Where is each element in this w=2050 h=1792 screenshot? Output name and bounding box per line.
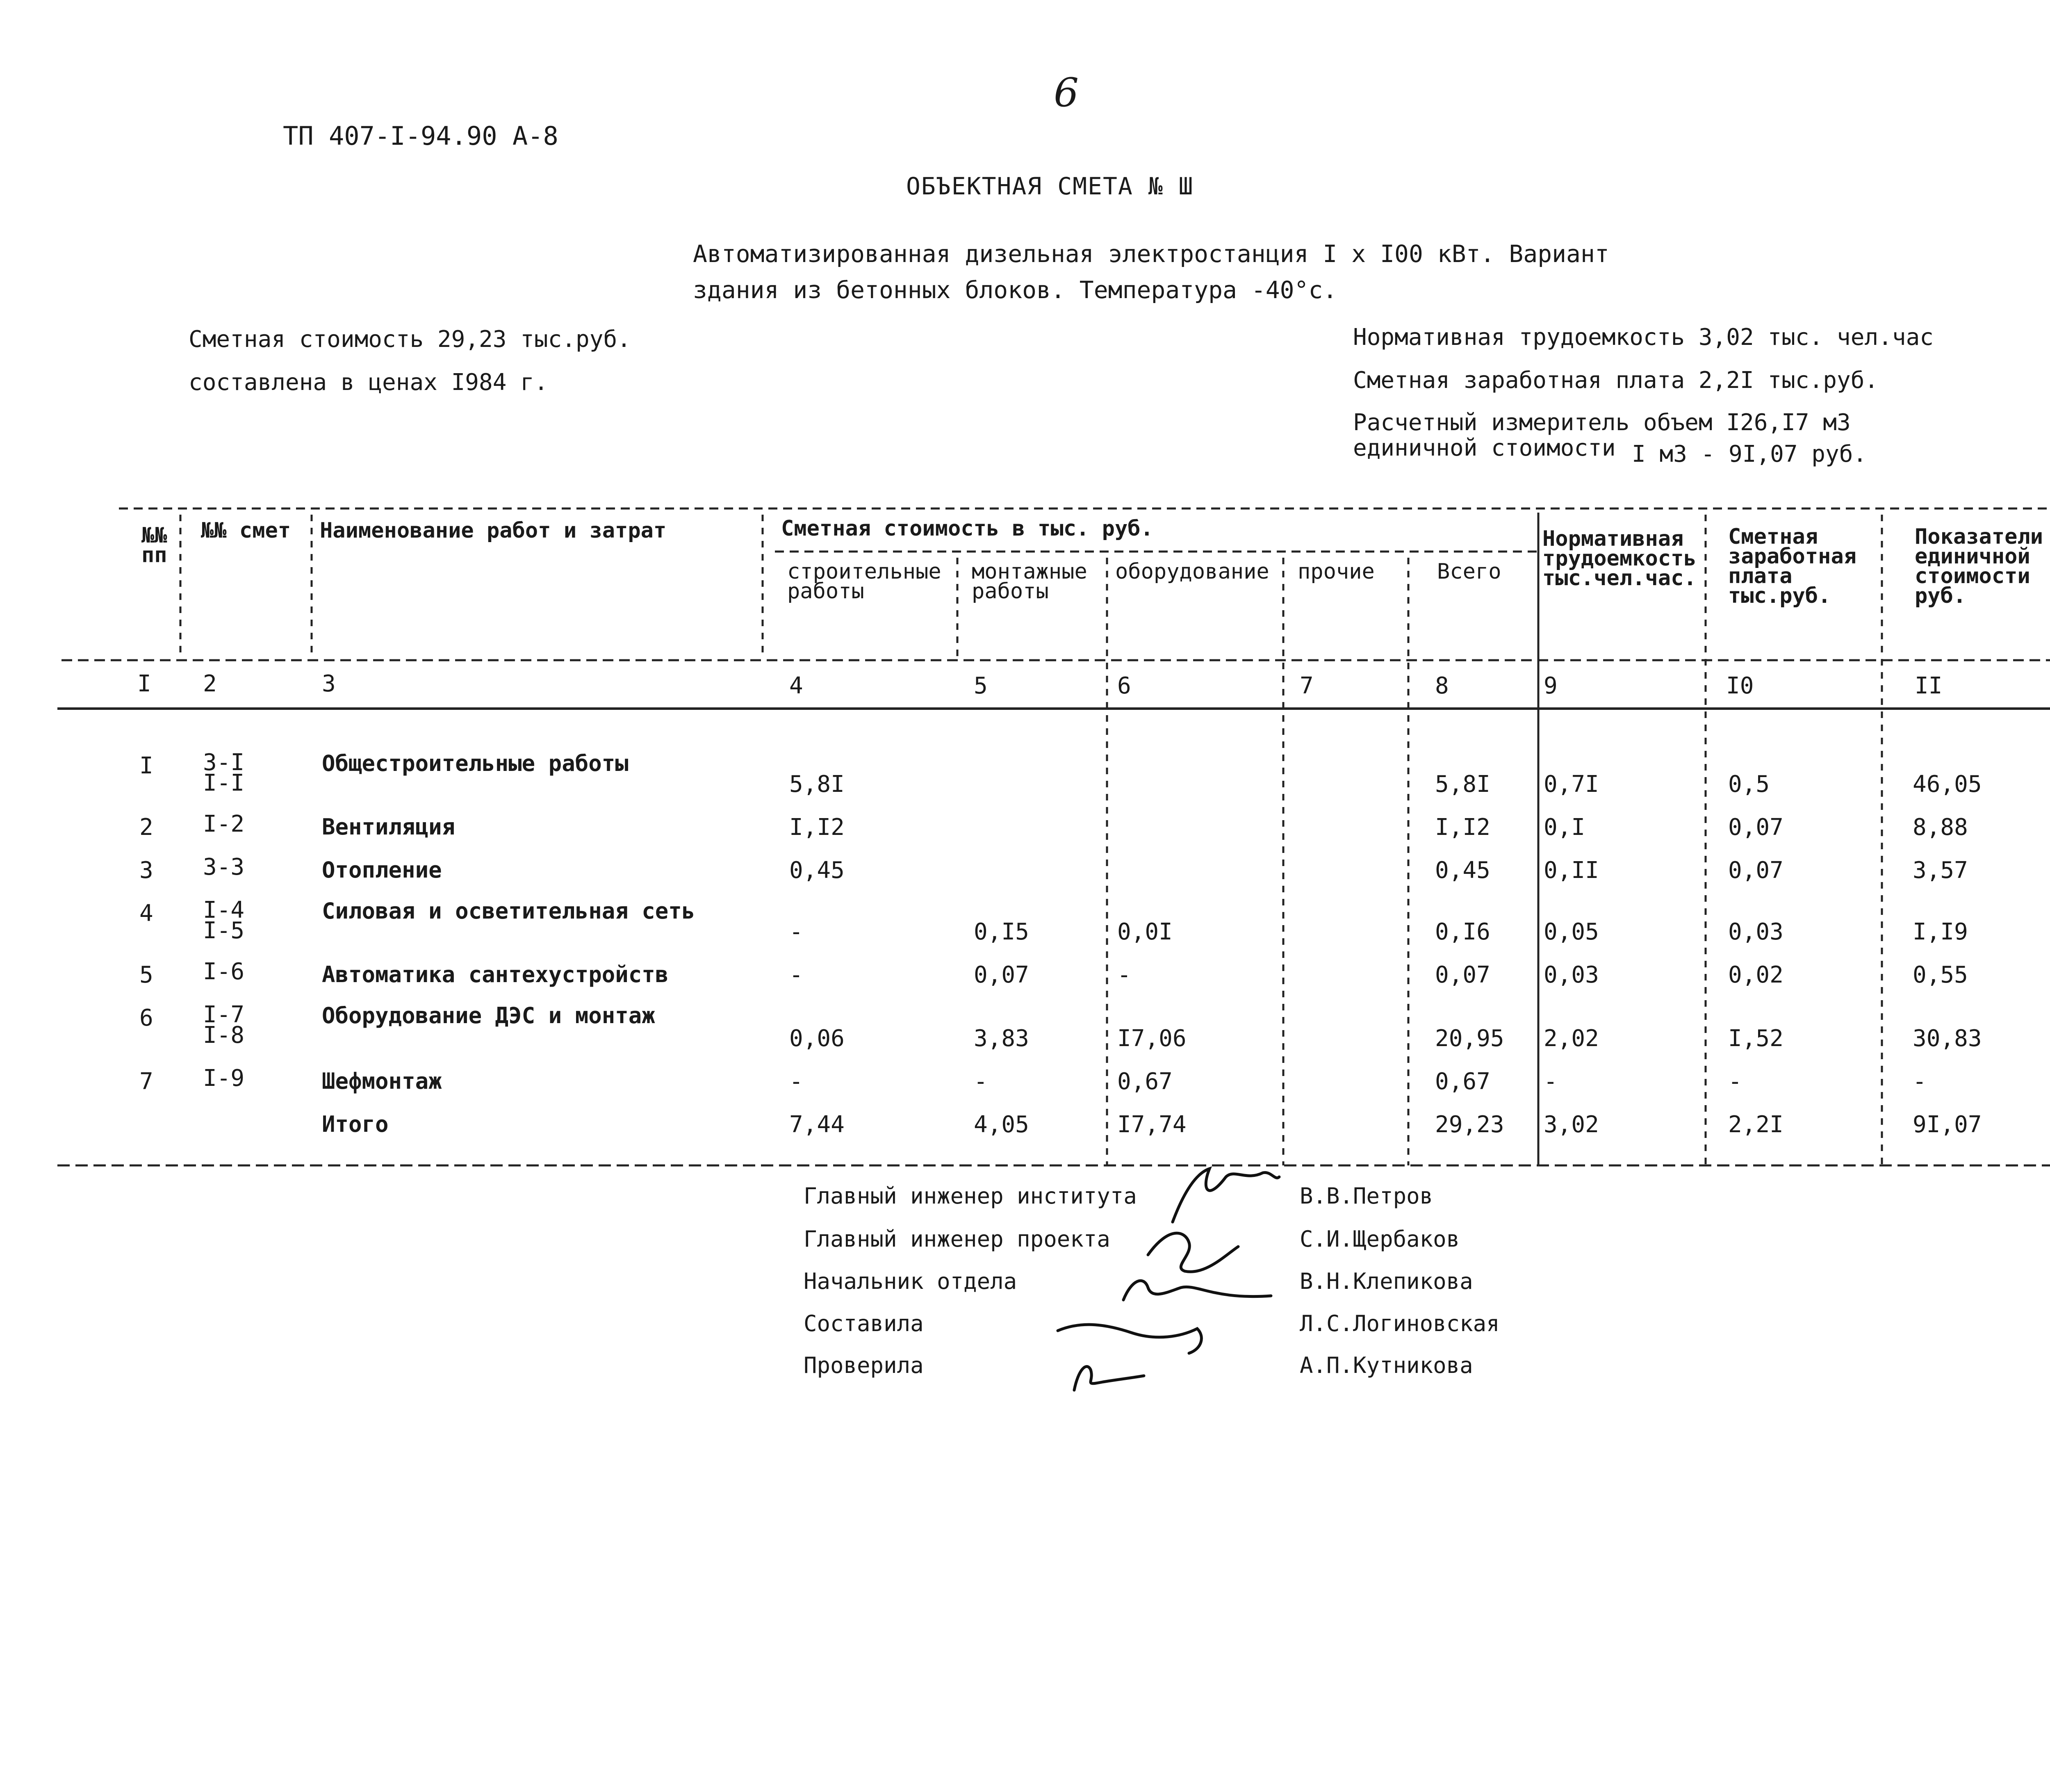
signature-mark [1123,1281,1271,1300]
col-header-wage-line-4: тыс.руб. [1728,584,1831,608]
signature-mark [1173,1169,1279,1222]
col-header-equipment: оборудование [1115,559,1269,584]
row-name: Вентиляция [322,814,456,840]
row-total: 0,I6 [1435,919,1490,945]
column-number: I0 [1726,673,1754,699]
column-number: II [1915,673,1943,699]
row-construction: 0,06 [789,1025,845,1052]
col-header-wage-line-2: заработная [1728,544,1857,569]
row-num: 7 [139,1068,153,1095]
row-wage: 0,03 [1728,919,1784,945]
signer-name: В.В.Петров [1300,1183,1433,1209]
row-name: Общестроительные работы [322,750,629,776]
row-equipment: 0,67 [1117,1068,1173,1095]
row-unit-cost: 8,88 [1913,814,1968,841]
signature-mark [1074,1366,1144,1390]
row-wage: 0,07 [1728,857,1784,884]
row-unit-cost: - [1913,1068,1927,1095]
row-code-line-1: I-6 [203,958,245,985]
signer-role: Проверила [804,1352,924,1378]
signer-name: В.Н.Клепикова [1300,1268,1473,1294]
col-header-code: №№ смет [201,518,291,543]
document-title: ОБЪЕКТНАЯ СМЕТА № Ш [906,172,1194,200]
row-installation: 4,05 [974,1111,1029,1138]
row-code-line-1: I-7 [203,1001,245,1028]
column-number: 8 [1435,673,1449,699]
row-num: 4 [139,900,153,927]
row-name: Шефмонтаж [322,1068,442,1094]
row-labor: 0,05 [1544,919,1599,945]
column-number: 5 [974,673,988,699]
estimated-wage: Сметная заработная плата 2,2I тыс.руб. [1353,367,1879,394]
row-total: I,I2 [1435,814,1490,841]
row-total: 29,23 [1435,1111,1504,1138]
signer-role: Начальник отдела [804,1268,1017,1294]
signer-role: Составила [804,1311,924,1336]
row-code-line-1: I-2 [203,811,245,837]
row-construction: I,I2 [789,814,845,841]
signer-name: С.И.Щербаков [1300,1226,1460,1252]
row-labor: 0,II [1544,857,1599,884]
column-number: 4 [789,673,803,699]
labor-intensity: Нормативная трудоемкость 3,02 тыс. чел.час [1353,324,1934,351]
col-header-unit-cost-line-4: руб. [1915,584,1966,608]
col-header-labor-line-2: трудоемкость [1542,546,1697,571]
row-unit-cost: 9I,07 [1913,1111,1982,1138]
row-name: Силовая и осветительная сеть [322,898,695,924]
column-number: I [137,670,151,697]
col-header-construction-line-1: строительные [787,559,941,584]
row-name: Оборудование ДЭС и монтаж [322,1003,655,1028]
col-header-total: Всего [1437,559,1501,584]
column-number: 7 [1300,673,1314,699]
signature-mark [1148,1233,1238,1272]
signer-role: Главный инженер проекта [804,1226,1110,1252]
row-wage: 0,02 [1728,962,1784,988]
row-construction: - [789,962,803,988]
signer-role: Главный инженер института [804,1183,1137,1209]
row-construction: 5,8I [789,771,845,798]
row-code-line-1: I-9 [203,1065,245,1092]
row-total: 5,8I [1435,771,1490,798]
column-number: 2 [203,670,217,697]
row-labor: 0,I [1544,814,1585,841]
row-code-line-1: 3-I [203,749,245,776]
column-number: 6 [1117,673,1131,699]
row-labor: 0,7I [1544,771,1599,798]
row-num: 3 [139,857,153,884]
row-name: Итого [322,1111,389,1137]
document-code: ТП 407-I-94.90 А-8 [283,121,558,151]
row-total: 20,95 [1435,1025,1504,1052]
column-number: 3 [322,670,336,697]
row-installation: 0,I5 [974,919,1029,945]
col-header-other: прочие [1298,559,1375,584]
unit-measure-line-3: I м3 - 9I,07 руб. [1632,441,1867,467]
row-unit-cost: I,I9 [1913,919,1968,945]
row-name: Автоматика сантехустройств [322,962,669,987]
row-unit-cost: 30,83 [1913,1025,1982,1052]
row-installation: 3,83 [974,1025,1029,1052]
col-header-wage-line-3: плата [1728,564,1793,588]
row-equipment: I7,06 [1117,1025,1187,1052]
row-equipment: - [1117,962,1131,988]
row-unit-cost: 3,57 [1913,857,1968,884]
row-code-line-1: 3-3 [203,854,245,880]
row-num: 6 [139,1005,153,1031]
col-header-construction-line-2: работы [787,579,864,604]
col-header-wage-line-1: Сметная [1728,524,1818,549]
row-unit-cost: 0,55 [1913,962,1968,988]
unit-measure-line-2: единичной стоимости [1353,435,1616,461]
row-code-line-2: I-8 [203,1022,245,1049]
signature-mark [1058,1325,1201,1353]
col-header-unit-cost-line-2: единичной [1915,544,2030,569]
row-num: I [139,752,153,779]
row-wage: 2,2I [1728,1111,1784,1138]
row-total: 0,67 [1435,1068,1490,1095]
row-num: 5 [139,962,153,988]
col-header-cost-group: Сметная стоимость в тыс. руб. [781,516,1153,541]
col-header-labor-line-3: тыс.чел.час. [1542,566,1697,590]
col-header-name: Наименование работ и затрат [320,518,667,543]
price-base-year: составлена в ценах I984 г. [189,369,548,396]
row-code-line-1: I-4 [203,897,245,923]
col-header-labor-line-1: Нормативная [1542,527,1684,551]
page-number: 6 [1054,70,1079,116]
row-equipment: I7,74 [1117,1111,1187,1138]
col-header-installation-line-2: работы [972,579,1049,604]
row-construction: - [789,1068,803,1095]
row-wage: 0,5 [1728,771,1770,798]
row-construction: 7,44 [789,1111,845,1138]
column-number: 9 [1544,673,1558,699]
row-unit-cost: 46,05 [1913,771,1982,798]
estimated-cost: Сметная стоимость 29,23 тыс.руб. [189,326,631,353]
subtitle-line-2: здания из бетонных блоков. Температура -40°с. [693,276,1337,304]
row-labor: - [1544,1068,1558,1095]
col-header-num-line-2: пп [141,543,167,568]
row-installation: 0,07 [974,962,1029,988]
row-total: 0,07 [1435,962,1490,988]
col-header-num-line-1: №№ [141,523,167,548]
row-labor: 2,02 [1544,1025,1599,1052]
row-equipment: 0,0I [1117,919,1173,945]
row-total: 0,45 [1435,857,1490,884]
row-name: Отопление [322,857,442,883]
row-code-line-2: I-5 [203,917,245,944]
row-code-line-2: I-I [203,770,245,796]
row-installation: - [974,1068,988,1095]
row-labor: 3,02 [1544,1111,1599,1138]
row-construction: - [789,919,803,945]
signer-name: А.П.Кутникова [1300,1352,1473,1378]
row-labor: 0,03 [1544,962,1599,988]
col-header-unit-cost-line-3: стоимости [1915,564,2030,588]
subtitle-line-1: Автоматизированная дизельная электростанция I х I00 кВт. Вариант [693,240,1609,268]
signer-name: Л.С.Логиновская [1300,1311,1500,1336]
row-construction: 0,45 [789,857,845,884]
row-wage: - [1728,1068,1742,1095]
col-header-installation-line-1: монтажные [972,559,1087,584]
row-wage: I,52 [1728,1025,1784,1052]
row-wage: 0,07 [1728,814,1784,841]
row-num: 2 [139,814,153,841]
col-header-unit-cost-line-1: Показатели [1915,524,2043,549]
unit-measure-line-1: Расчетный измеритель объем I26,I7 м3 [1353,409,1851,436]
